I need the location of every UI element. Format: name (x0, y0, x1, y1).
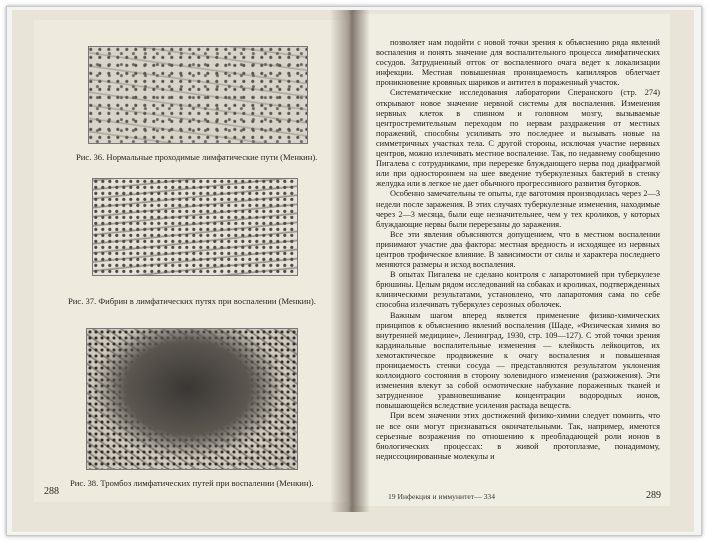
figure-36-caption: Рис. 36. Нормальные проходимые лимфатические пути (Менкин). (76, 152, 318, 162)
paragraph-1: позволяет нам подойти с новой точки зрения к объяснению ряда явлений воспаления и понять значение для воспалительного процесса лимфатических сосудов. Затрудненный отток от воспаленного очага ведет к локализации инфекции. Местная повышенная проницаемость капилляров облегчает проникновение кровяных шариков и антител в пораженный участок. (376, 38, 660, 88)
figure-37-micrograph (92, 178, 298, 276)
figure-36-micrograph (88, 46, 308, 144)
paragraph-6: Важным шагом вперед является применение физико-химических принципов к объяснению явлений воспаления (Шаде, «Физическая химия во внутренней медицине», Ленинград, 1930, стр. 109—127). С этой точки зрения кардинальные воспалительные изменения — клейкость лейкоцитов, их хемотактическое продвижение к очагу воспаления и повышенная проницаемость стенки сосуда — представляются результатом уклонения коллоидного состояния в сторону золевидного изменения (разжижения). Эти изменения влекут за собой осмотические набухание пораженных тканей и затрудненное уравновешивание концентрации водородных ионов, повышающейся вследствие усиления распада веществ. (376, 310, 660, 411)
book-gutter (330, 10, 370, 512)
footer-signature: 19 Инфекция и иммунитет— 334 (388, 492, 495, 501)
left-page-number: 288 (44, 486, 59, 497)
paragraph-7: При всем значении этих достижений физико-химии следует помнить, что не все они могут признаваться окончательными. Так, например, имеются серьезные возражения по отношению к преобладающей роли ионов в биологических процессах: в живой протоплазме, понадимому, недиссоциированные молекулы и (376, 411, 660, 461)
paragraph-3: Особенно замечательны те опыты, где ваготомия производилась через 2—3 недели после заражения. В этих случаях туберкулезные изменения, находимые через 2—3 месяца, были еще незначительнее, чем у тех кроликов, у которых блуждающие нервы были перерезаны до заражения. (376, 189, 660, 229)
paragraph-5: В опытах Пигалева не сделано контроля с лапаротомией при туберкулезе брюшины. Целым рядом исследований на собаках и кроликах, подтвержденных клиническими результатами, установлено, что лапаротомия сама по себе способна излечивать туберкулез серозных оболочек. (376, 270, 660, 310)
figure-38-micrograph (86, 328, 298, 470)
figure-37-caption: Рис. 37. Фибрин в лимфатических путях при воспалении (Менкин). (68, 296, 316, 306)
paragraph-4: Все эти явления объясняются допущением, что в местном воспалении принимают участие два фактора: местная вредность и исходящее из нервных центров трофическое влияние. В зависимости от силы и характера последнего меняются размеры и исход воспаления. (376, 229, 660, 270)
right-page-number: 289 (646, 490, 661, 501)
right-page-text (376, 38, 660, 462)
paragraph-2: Систематические исследования лаборатории Сперанского (стр. 274) открывают новое значение нервной системы для воспаления. Изменения нервных клеток в спинном и головном мозгу, вызываемые центростремительным переходом по нервам раздражения от местных поражений, способны усиливать это последнее и вызывать новые на симметричных участках тела. С другой стороны, исключая участие нервных центров, можно излечивать местное воспаление. Так, по недавнему сообщению Пигалева с сотрудниками, при перерезке блуждающего нерва под диафрагмой или при одностороннем на шее введение туберкулезных бактерий в стенку желудка или в легкое не дает обычного прогрессивного развития бугорков. (376, 88, 660, 189)
figure-38-caption: Рис. 38. Тромбоз лимфатических путей при воспалении (Менкин). (70, 478, 314, 488)
